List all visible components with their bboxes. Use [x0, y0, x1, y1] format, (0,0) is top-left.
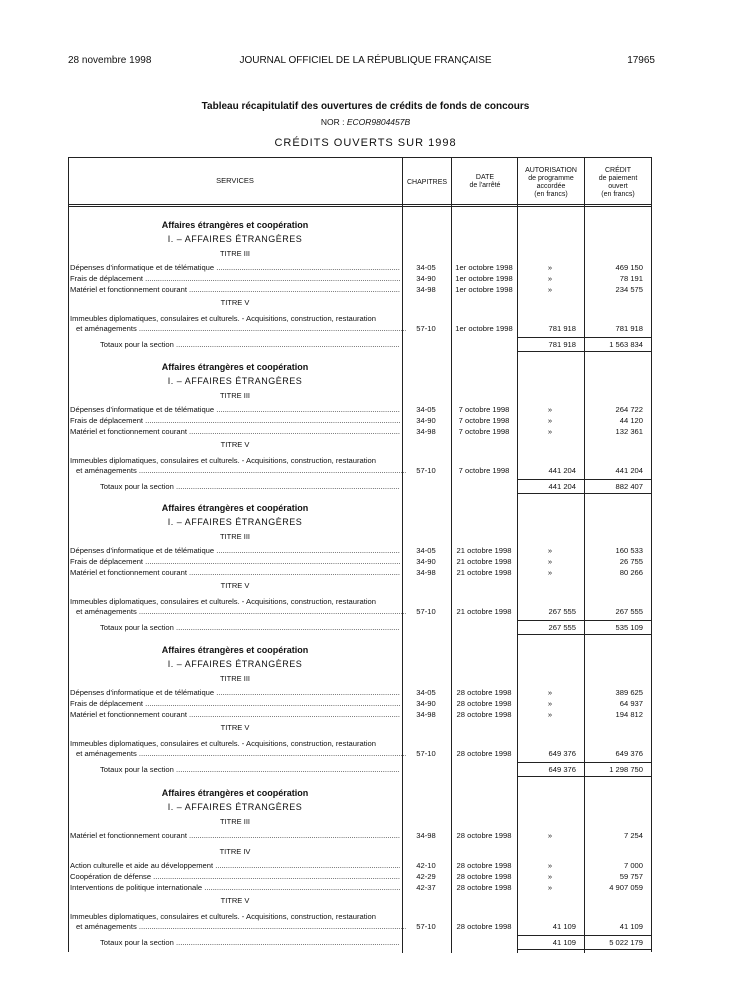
total-authorization: 781 918 [548, 340, 576, 349]
service-name: et aménagements ..... [76, 465, 406, 476]
table-row [68, 709, 652, 720]
programme-authorization: » [547, 405, 553, 414]
titre-label: TITRE V [220, 723, 250, 732]
col-header-date-line: de l'arrêté [469, 182, 501, 189]
total-rule [518, 935, 584, 936]
table-row [68, 748, 652, 759]
service-name: Dépenses d'informatique et de télématique ..... [70, 404, 400, 415]
chapter: 57-10 [416, 324, 436, 333]
chapter: 34-05 [416, 688, 436, 697]
service-name: et aménagements ..... [76, 323, 406, 334]
payment-credit: 649 376 [615, 749, 643, 758]
table-row [68, 871, 652, 882]
decree-date: 1er octobre 1998 [455, 263, 513, 272]
service-name: Frais de déplacement ..... [70, 556, 400, 567]
decree-date: 1er octobre 1998 [455, 274, 513, 283]
total-label: Totaux pour la section ..... [100, 765, 400, 774]
total-rule [585, 351, 651, 352]
chapter: 34-05 [416, 405, 436, 414]
decree-date: 7 octobre 1998 [458, 427, 510, 436]
service-name: Matériel et fonctionnement courant ..... [70, 830, 400, 841]
total-rule [585, 935, 651, 936]
titre-label: TITRE V [220, 298, 250, 307]
col-header-autorisation [518, 167, 584, 199]
payment-credit: 132 361 [615, 427, 643, 436]
programme-authorization: 267 555 [548, 607, 576, 616]
decree-date: 28 octobre 1998 [456, 699, 512, 708]
total-credit: 1 563 834 [609, 340, 643, 349]
table-row [68, 567, 652, 578]
service-name: Interventions de politique internationale ..... [70, 882, 400, 893]
payment-credit: 7 000 [623, 861, 643, 870]
chapter: 57-10 [416, 749, 436, 758]
section-subheading: I. – AFFAIRES ÉTRANGÈRES [167, 802, 303, 812]
section-heading: Affaires étrangères et coopération [161, 788, 309, 798]
total-rule [585, 776, 651, 777]
decree-date: 7 octobre 1998 [458, 405, 510, 414]
decree-date: 28 octobre 1998 [456, 872, 512, 881]
table-row [68, 830, 652, 841]
section-subheading: I. – AFFAIRES ÉTRANGÈRES [167, 517, 303, 527]
service-name: et aménagements ..... [76, 606, 406, 617]
decree-date: 21 octobre 1998 [456, 546, 512, 555]
decree-date: 21 octobre 1998 [456, 607, 512, 616]
service-name: Matériel et fonctionnement courant ..... [70, 426, 400, 437]
service-name: Matériel et fonctionnement courant ..... [70, 567, 400, 578]
total-rule [518, 337, 584, 338]
service-name: et aménagements ..... [76, 748, 406, 759]
programme-authorization: » [547, 546, 553, 555]
chapter: 57-10 [416, 922, 436, 931]
nor-reference [0, 117, 731, 127]
total-rule [585, 337, 651, 338]
chapter: 34-98 [416, 710, 436, 719]
col-header-services: SERVICES [216, 176, 254, 185]
decree-date: 1er octobre 1998 [455, 285, 513, 294]
section-heading: Affaires étrangères et coopération [161, 503, 309, 513]
table-row [68, 273, 652, 284]
nor-label: NOR : [320, 117, 345, 127]
payment-credit: 59 757 [619, 872, 643, 881]
total-rule [518, 949, 584, 950]
programme-authorization: » [547, 872, 553, 881]
chapter: 42-10 [416, 861, 436, 870]
total-credit: 5 022 179 [609, 938, 643, 947]
payment-credit: 194 812 [615, 710, 643, 719]
programme-authorization: » [547, 416, 553, 425]
service-name: Dépenses d'informatique et de télématique ..... [70, 262, 400, 273]
payment-credit: 469 150 [615, 263, 643, 272]
header-journal: JOURNAL OFFICIEL DE LA RÉPUBLIQUE FRANÇAISE [239, 55, 492, 66]
decree-date: 7 octobre 1998 [458, 466, 510, 475]
decree-date: 28 octobre 1998 [456, 922, 512, 931]
total-rule [518, 762, 584, 763]
service-name: Immeubles diplomatiques, consulaires et culturels. - Acquisitions, construction, restauration [70, 912, 377, 921]
table-row [68, 323, 652, 334]
service-name: Dépenses d'informatique et de télématique ..... [70, 687, 400, 698]
table-row [68, 284, 652, 295]
programme-authorization: » [547, 557, 553, 566]
table-row [68, 860, 652, 871]
payment-credit: 26 755 [619, 557, 643, 566]
decree-date: 28 octobre 1998 [456, 883, 512, 892]
document-title: Tableau récapitulatif des ouvertures de crédits de fonds de concours [201, 101, 530, 112]
col-header-credit-line: CRÉDIT [604, 167, 632, 174]
programme-authorization: » [547, 285, 553, 294]
section-heading: Affaires étrangères et coopération [161, 220, 309, 230]
nor-code: ECOR9804457B [346, 117, 411, 127]
chapter: 42-29 [416, 872, 436, 881]
programme-authorization: » [547, 688, 553, 697]
table-row [68, 465, 652, 476]
titre-label: TITRE IV [219, 847, 251, 856]
total-rule [518, 479, 584, 480]
chapter: 57-10 [416, 607, 436, 616]
col-header-autorisation-line: AUTORISATION [525, 167, 577, 174]
titre-label: TITRE III [220, 532, 250, 541]
col-header-autorisation-line: (en francs) [534, 191, 568, 198]
chapter: 34-98 [416, 831, 436, 840]
service-name: et aménagements ..... [76, 921, 406, 932]
titre-label: TITRE V [220, 440, 250, 449]
payment-credit: 4 907 059 [609, 883, 643, 892]
programme-authorization: » [547, 263, 553, 272]
programme-authorization: » [547, 831, 553, 840]
service-name: Immeubles diplomatiques, consulaires et culturels. - Acquisitions, construction, restauration [70, 739, 377, 748]
titre-label: TITRE III [220, 817, 250, 826]
payment-credit: 44 120 [619, 416, 643, 425]
chapter: 34-05 [416, 263, 436, 272]
decree-date: 28 octobre 1998 [456, 861, 512, 870]
section-heading: Affaires étrangères et coopération [161, 645, 309, 655]
programme-authorization: » [547, 274, 553, 283]
total-authorization: 267 555 [548, 623, 576, 632]
document-subtitle: CRÉDITS OUVERTS SUR 1998 [274, 137, 457, 149]
service-name: Frais de déplacement ..... [70, 698, 400, 709]
section-subheading: I. – AFFAIRES ÉTRANGÈRES [167, 659, 303, 669]
service-name: Frais de déplacement ..... [70, 415, 400, 426]
service-name: Coopération de défense ..... [70, 871, 400, 882]
payment-credit: 64 937 [619, 699, 643, 708]
table-row [68, 882, 652, 893]
programme-authorization: » [547, 883, 553, 892]
total-label: Totaux pour la section ..... [100, 623, 400, 632]
section-subheading: I. – AFFAIRES ÉTRANGÈRES [167, 234, 303, 244]
chapter: 34-90 [416, 557, 436, 566]
col-header-date [452, 174, 518, 190]
chapter: 34-98 [416, 568, 436, 577]
payment-credit: 78 191 [619, 274, 643, 283]
chapter: 34-98 [416, 427, 436, 436]
payment-credit: 389 625 [615, 688, 643, 697]
titre-label: TITRE V [220, 896, 250, 905]
programme-authorization: » [547, 861, 553, 870]
table-row [68, 606, 652, 617]
col-header-credit [585, 167, 651, 199]
section-heading: Affaires étrangères et coopération [161, 362, 309, 372]
payment-credit: 781 918 [615, 324, 643, 333]
col-header-credit-line: de paiement [598, 175, 638, 182]
section-subheading: I. – AFFAIRES ÉTRANGÈRES [167, 376, 303, 386]
payment-credit: 234 575 [615, 285, 643, 294]
decree-date: 21 octobre 1998 [456, 557, 512, 566]
programme-authorization: 649 376 [548, 749, 576, 758]
titre-label: TITRE III [220, 391, 250, 400]
col-header-autorisation-line: accordée [536, 183, 566, 190]
decree-date: 28 octobre 1998 [456, 749, 512, 758]
programme-authorization: » [547, 427, 553, 436]
total-rule [585, 620, 651, 621]
payment-credit: 441 204 [615, 466, 643, 475]
payment-credit: 160 533 [615, 546, 643, 555]
chapter: 34-05 [416, 546, 436, 555]
service-name: Matériel et fonctionnement courant ..... [70, 284, 400, 295]
total-rule [518, 634, 584, 635]
total-rule [518, 351, 584, 352]
total-credit: 1 298 750 [609, 765, 643, 774]
table-row [68, 687, 652, 698]
chapter: 57-10 [416, 466, 436, 475]
total-label: Totaux pour la section ..... [100, 340, 400, 349]
programme-authorization: 781 918 [548, 324, 576, 333]
table-row [68, 698, 652, 709]
total-rule [518, 776, 584, 777]
chapter: 42-37 [416, 883, 436, 892]
decree-date: 21 octobre 1998 [456, 568, 512, 577]
chapter: 34-90 [416, 699, 436, 708]
service-name: Matériel et fonctionnement courant ..... [70, 709, 400, 720]
credits-table [68, 157, 652, 953]
programme-authorization: 441 204 [548, 466, 576, 475]
titre-label: TITRE V [220, 581, 250, 590]
total-credit: 535 109 [615, 623, 643, 632]
service-name: Frais de déplacement ..... [70, 273, 400, 284]
total-authorization: 649 376 [548, 765, 576, 774]
table-row [68, 415, 652, 426]
titre-label: TITRE III [220, 249, 250, 258]
programme-authorization: » [547, 699, 553, 708]
payment-credit: 80 266 [619, 568, 643, 577]
col-header-chapitres: CHAPITRES [406, 179, 448, 186]
col-header-date-line: DATE [475, 174, 495, 181]
col-header-credit-line: (en francs) [601, 191, 635, 198]
service-name: Immeubles diplomatiques, consulaires et culturels. - Acquisitions, construction, restauration [70, 456, 377, 465]
total-label: Totaux pour la section ..... [100, 482, 400, 491]
total-authorization: 441 204 [548, 482, 576, 491]
total-rule [518, 493, 584, 494]
table-row [68, 921, 652, 932]
programme-authorization: 41 109 [552, 922, 576, 931]
payment-credit: 7 254 [623, 831, 643, 840]
service-name: Dépenses d'informatique et de télématique ..... [70, 545, 400, 556]
total-rule [585, 949, 651, 950]
header-date: 28 novembre 1998 [68, 55, 152, 66]
total-rule [585, 479, 651, 480]
payment-credit: 264 722 [615, 405, 643, 414]
programme-authorization: » [547, 568, 553, 577]
total-rule [585, 762, 651, 763]
page-number: 17965 [627, 55, 655, 66]
total-rule [585, 634, 651, 635]
decree-date: 1er octobre 1998 [455, 324, 513, 333]
service-name: Immeubles diplomatiques, consulaires et culturels. - Acquisitions, construction, restauration [70, 314, 377, 323]
programme-authorization: » [547, 710, 553, 719]
total-rule [518, 620, 584, 621]
table-row [68, 404, 652, 415]
service-name: Immeubles diplomatiques, consulaires et culturels. - Acquisitions, construction, restauration [70, 597, 377, 606]
payment-credit: 41 109 [619, 922, 643, 931]
total-rule [585, 493, 651, 494]
total-label: Totaux pour la section ..... [100, 938, 400, 947]
col-header-credit-line: ouvert [608, 183, 628, 190]
table-row [68, 262, 652, 273]
header-rule [68, 204, 652, 207]
table-row [68, 426, 652, 437]
chapter: 34-98 [416, 285, 436, 294]
table-row [68, 556, 652, 567]
total-credit: 882 407 [615, 482, 643, 491]
table-row [68, 545, 652, 556]
payment-credit: 267 555 [615, 607, 643, 616]
service-name: Action culturelle et aide au développement ..... [70, 860, 400, 871]
total-authorization: 41 109 [552, 938, 576, 947]
decree-date: 28 octobre 1998 [456, 831, 512, 840]
decree-date: 28 octobre 1998 [456, 688, 512, 697]
decree-date: 7 octobre 1998 [458, 416, 510, 425]
chapter: 34-90 [416, 416, 436, 425]
col-header-autorisation-line: de programme [528, 175, 574, 182]
titre-label: TITRE III [220, 674, 250, 683]
chapter: 34-90 [416, 274, 436, 283]
decree-date: 28 octobre 1998 [456, 710, 512, 719]
